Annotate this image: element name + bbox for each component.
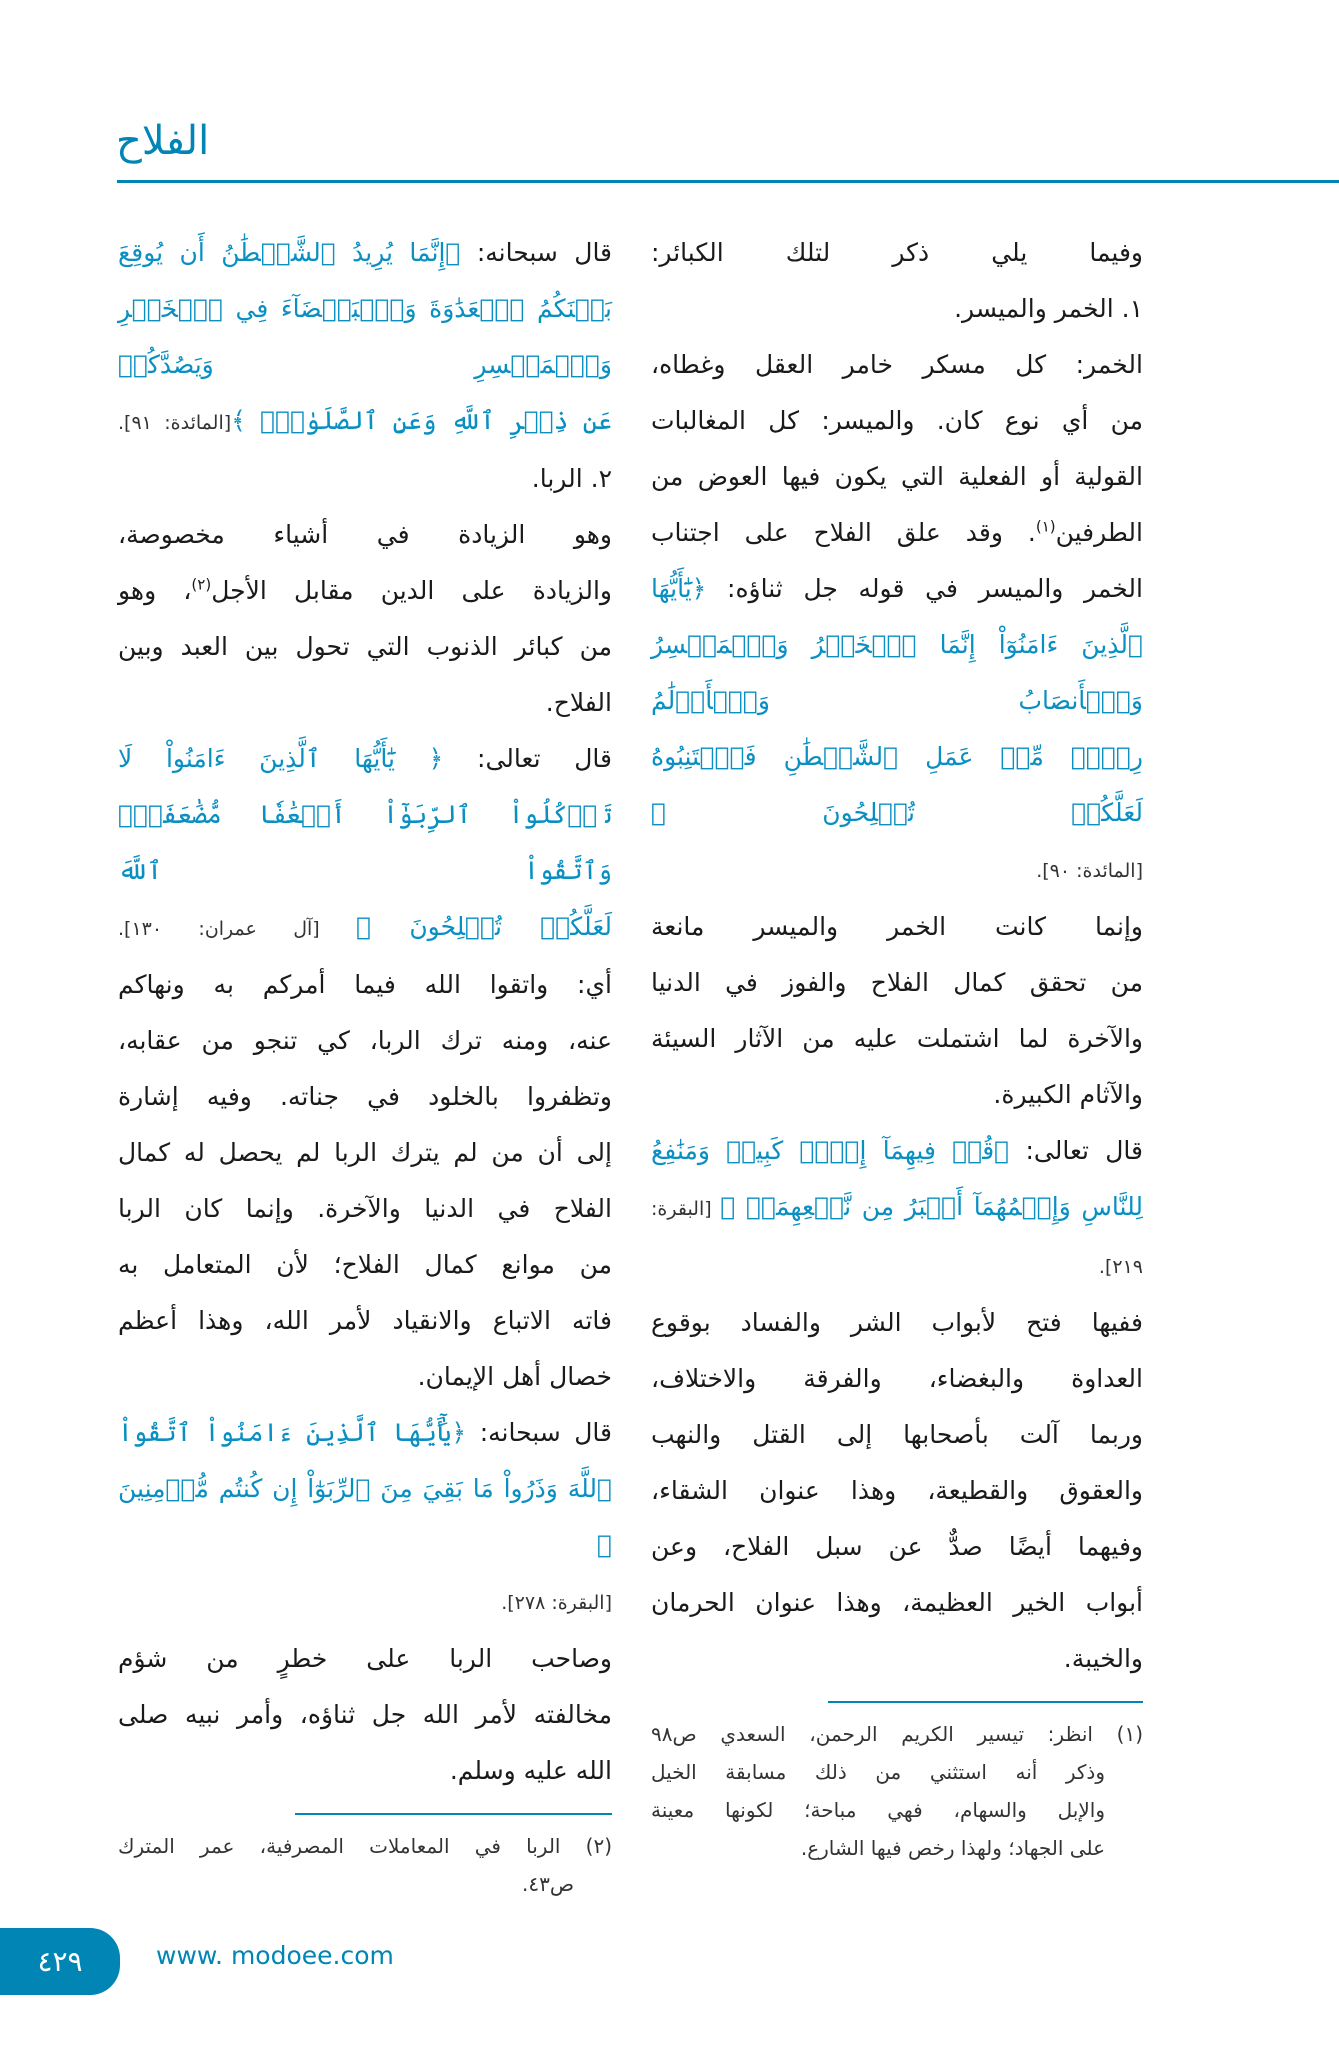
verse-reference: [المائدة: ٩٠].: [1036, 860, 1143, 882]
header-title: الفلاح: [116, 118, 210, 164]
text-line: [651, 899, 1143, 955]
verse-reference: [آل عمران: ١٣٠].: [118, 918, 357, 940]
body-text: القولية أو الفعلية التي يكون فيها العوض من: [651, 462, 1143, 491]
text-line: [118, 507, 612, 563]
text-line: [651, 1179, 1143, 1237]
verse-reference: [البقرة:: [651, 1198, 721, 1220]
body-text: من أي نوع كان. والميسر: كل المغالبات: [651, 406, 1143, 435]
text-line: [118, 787, 612, 899]
text-line: [651, 1011, 1143, 1067]
right-column-body: [651, 225, 1143, 1687]
header-rule: [117, 180, 1339, 183]
text-line: [651, 955, 1143, 1011]
body-text: العداوة والبغضاء، والفرقة والاختلاف،: [651, 1364, 1143, 1393]
body-text: قال سبحانه:: [466, 1418, 612, 1447]
text-line: [118, 619, 612, 675]
quran-verse: ٱلَّذِينَ ءَامَنُوٓاْ إِنَّمَا ٱلۡخَمۡرُ وَٱلۡمَيۡسِرُ وَٱلۡأَنصَابُ وَٱلۡأَزۡلَٰمُ: [651, 630, 1143, 715]
text-line: [651, 1407, 1143, 1463]
body-text: والخيبة.: [1063, 1644, 1143, 1673]
text-line: [118, 1013, 612, 1069]
body-text: خصال أهل الإيمان.: [417, 1362, 612, 1391]
text-line: [118, 1573, 612, 1631]
text-line: [118, 731, 612, 787]
body-text: ٢. الربا.: [531, 464, 612, 493]
body-text: والعقوق والقطيعة، وهذا عنوان الشقاء،: [651, 1476, 1143, 1505]
footnote-line: ص٤٣.: [521, 1872, 574, 1896]
text-line: [118, 451, 612, 507]
footnote-marker: (١): [1035, 517, 1056, 536]
body-text: وربما آلت بأصحابها إلى القتل والنهب: [651, 1420, 1143, 1449]
quran-verse: لَعَلَّكُمۡ تُفۡلِحُونَ ﴾: [356, 912, 612, 941]
text-line: [651, 393, 1143, 449]
body-text: ١. الخمر والميسر.: [954, 294, 1143, 323]
footnote-line: والإبل والسهام، فهي مباحة؛ لكونها معينة: [651, 1798, 1105, 1822]
text-line: [118, 1461, 612, 1573]
text-line: [651, 1575, 1143, 1631]
quran-verse: عَن ذِكۡرِ ٱللَّهِ وَعَنِ ٱلصَّلَوٰةِۖ ﴾: [231, 406, 612, 435]
body-text: من موانع كمال الفلاح؛ لأن المتعامل به: [118, 1250, 612, 1279]
text-line: [651, 1631, 1143, 1687]
body-text: والآخرة لما اشتملت عليه من الآثار السيئة: [651, 1024, 1143, 1053]
text-line: [651, 505, 1143, 561]
text-line: [651, 449, 1143, 505]
body-text: وإنما كانت الخمر والميسر مانعة: [651, 912, 1143, 941]
body-text: فاته الاتباع والانقياد لأمر الله، وهذا أعظم: [118, 1306, 612, 1335]
text-line: [651, 729, 1143, 841]
body-text: عنه، ومنه ترك الربا، كي تنجو من عقابه،: [118, 1026, 612, 1055]
text-line: [118, 1349, 612, 1405]
body-text: إلى أن من لم يترك الربا لم يحصل له كمال: [118, 1138, 612, 1167]
body-text: من تحقق كمال الفلاح والفوز في الدنيا: [651, 968, 1143, 997]
quran-verse: تَأۡكُلُواْ ٱلرِّبَوٰٓاْ أَضۡعَٰفٗا مُّضَٰعَفَةٗۖ وَٱتَّقُواْ ٱللَّهَ: [118, 800, 612, 885]
text-line: [118, 1405, 612, 1461]
text-line: [118, 1125, 612, 1181]
quran-verse: بَيۡنَكُمُ ٱلۡعَدَٰوَةَ وَٱلۡبَغۡضَآءَ فِي ٱلۡخَمۡرِ وَٱلۡمَيۡسِرِ وَيَصُدَّكُمۡ: [118, 294, 612, 379]
body-text: وفيهما أيضًا صدٌّ عن سبل الفلاح، وعن: [651, 1532, 1143, 1561]
text-line: [651, 841, 1143, 899]
footnotes-left: [118, 1827, 612, 1903]
text-line: [651, 1351, 1143, 1407]
left-column-body: [118, 225, 612, 1799]
body-text: وتظفروا بالخلود في جناته. وفيه إشارة: [118, 1082, 612, 1111]
body-text: . وقد علق الفلاح على اجتناب: [651, 518, 1036, 547]
footnote-divider-left: [295, 1813, 612, 1815]
text-line: [651, 1519, 1143, 1575]
text-line: [651, 1463, 1143, 1519]
text-line: [118, 1631, 612, 1687]
text-line: [118, 225, 612, 281]
verse-reference: [البقرة: ٢٧٨].: [501, 1592, 612, 1614]
text-line: [118, 1293, 612, 1349]
quran-verse: ﴿قُلۡ فِيهِمَآ إِثۡمٞ كَبِيرٞ وَمَنَٰفِعُ: [651, 1136, 1010, 1165]
text-line: [651, 1237, 1143, 1295]
footnote-line: (١) انظر: تيسير الكريم الرحمن، السعدي ص٩٨: [651, 1722, 1143, 1746]
body-text: الخمر والميسر في قوله جل ثناؤه:: [706, 574, 1143, 603]
footnote-line: على الجهاد؛ ولهذا رخص فيها الشارع.: [800, 1836, 1105, 1860]
body-text: أبواب الخير العظيمة، وهذا عنوان الحرمان: [651, 1588, 1143, 1617]
body-text: قال تعالى:: [443, 744, 613, 773]
quran-verse: ﴿ يَٰٓأَيُّهَا ٱلَّذِينَ ءَامَنُواْ لَا: [118, 744, 444, 773]
text-line: [651, 1295, 1143, 1351]
footnotes-right: [651, 1715, 1143, 1867]
text-line: [118, 393, 612, 451]
text-line: [651, 281, 1143, 337]
body-text: الفلاح.: [545, 688, 612, 717]
quran-verse: ﴿يَٰٓأَيُّهَا ٱلَّذِينَ ءَامَنُواْ ٱتَّقُواْ: [118, 1418, 467, 1447]
body-text: قال سبحانه:: [460, 238, 613, 267]
body-text: وصاحب الربا على خطرٍ من شؤم: [118, 1644, 612, 1673]
body-text: الفلاح في الدنيا والآخرة. وإنما كان الربا: [118, 1194, 612, 1223]
text-line: [118, 957, 612, 1013]
text-line: [118, 1743, 612, 1799]
quran-verse: رِجۡسٞ مِّنۡ عَمَلِ ٱلشَّيۡطَٰنِ فَٱجۡتَنِبُوهُ لَعَلَّكُمۡ تُفۡلِحُونَ ﴾: [651, 742, 1143, 827]
body-text: أي: واتقوا الله فيما أمركم به ونهاكم: [118, 970, 612, 999]
footnote-divider-right: [828, 1701, 1143, 1703]
text-line: [118, 1237, 612, 1293]
text-line: [118, 675, 612, 731]
quran-verse: ﴿إِنَّمَا يُرِيدُ ٱلشَّيۡطَٰنُ أَن يُوقِعَ: [118, 238, 461, 267]
text-line: [651, 337, 1143, 393]
body-text: مخالفته لأمر الله جل ثناؤه، وأمر نبيه صلى: [118, 1700, 612, 1729]
body-text: وهو الزيادة في أشياء مخصوصة،: [118, 520, 612, 549]
body-text: والآثام الكبيرة.: [993, 1080, 1143, 1109]
footnote-line: (٢) الربا في المعاملات المصرفية، عمر المترك: [118, 1834, 612, 1858]
body-text: الطرفين: [1055, 518, 1143, 547]
right-column: [651, 225, 1143, 1903]
text-line: [118, 563, 612, 619]
verse-reference: [المائدة: ٩١].: [118, 412, 232, 434]
footnote-marker: (٢): [191, 575, 212, 594]
body-text: ، وهو: [118, 576, 192, 605]
page-number: ٤٢٩: [0, 1928, 120, 1995]
text-line: [651, 1123, 1143, 1179]
page-footer: [0, 1928, 1339, 1995]
text-line: [118, 281, 612, 393]
text-line: [651, 617, 1143, 729]
text-line: [118, 1181, 612, 1237]
footnote-line: وذكر أنه استثني من ذلك مسابقة الخيل: [651, 1760, 1105, 1784]
verse-reference: ٢١٩].: [1098, 1256, 1143, 1278]
quran-verse: ﴿يَٰٓأَيُّهَا: [651, 574, 707, 603]
body-text: الخمر: كل مسكر خامر العقل وغطاه،: [651, 350, 1143, 379]
text-line: [118, 1069, 612, 1125]
website-link[interactable]: www. modoee.com: [156, 1941, 394, 1970]
text-line: [118, 899, 612, 957]
body-text: ففيها فتح لأبواب الشر والفساد بوقوع: [651, 1308, 1143, 1337]
body-text: وفيما يلي ذكر لتلك الكبائر:: [651, 238, 1143, 267]
quran-verse: لِلنَّاسِ وَإِثۡمُهُمَآ أَكۡبَرُ مِن نَّفۡعِهِمَاۗ ﴾: [720, 1192, 1143, 1221]
body-text: والزيادة على الدين مقابل الأجل: [211, 576, 612, 605]
body-text: الله عليه وسلم.: [449, 1756, 612, 1785]
text-line: [651, 1067, 1143, 1123]
text-line: [651, 225, 1143, 281]
quran-verse: ٱللَّهَ وَذَرُواْ مَا بَقِيَ مِنَ ٱلرِّبَوٰٓاْ إِن كُنتُم مُّؤۡمِنِينَ ﴾: [118, 1474, 612, 1559]
text-line: [651, 561, 1143, 617]
text-line: [118, 1687, 612, 1743]
body-text: قال تعالى:: [1009, 1136, 1143, 1165]
left-column: [118, 225, 612, 1903]
body-text: من كبائر الذنوب التي تحول بين العبد وبين: [118, 632, 612, 661]
